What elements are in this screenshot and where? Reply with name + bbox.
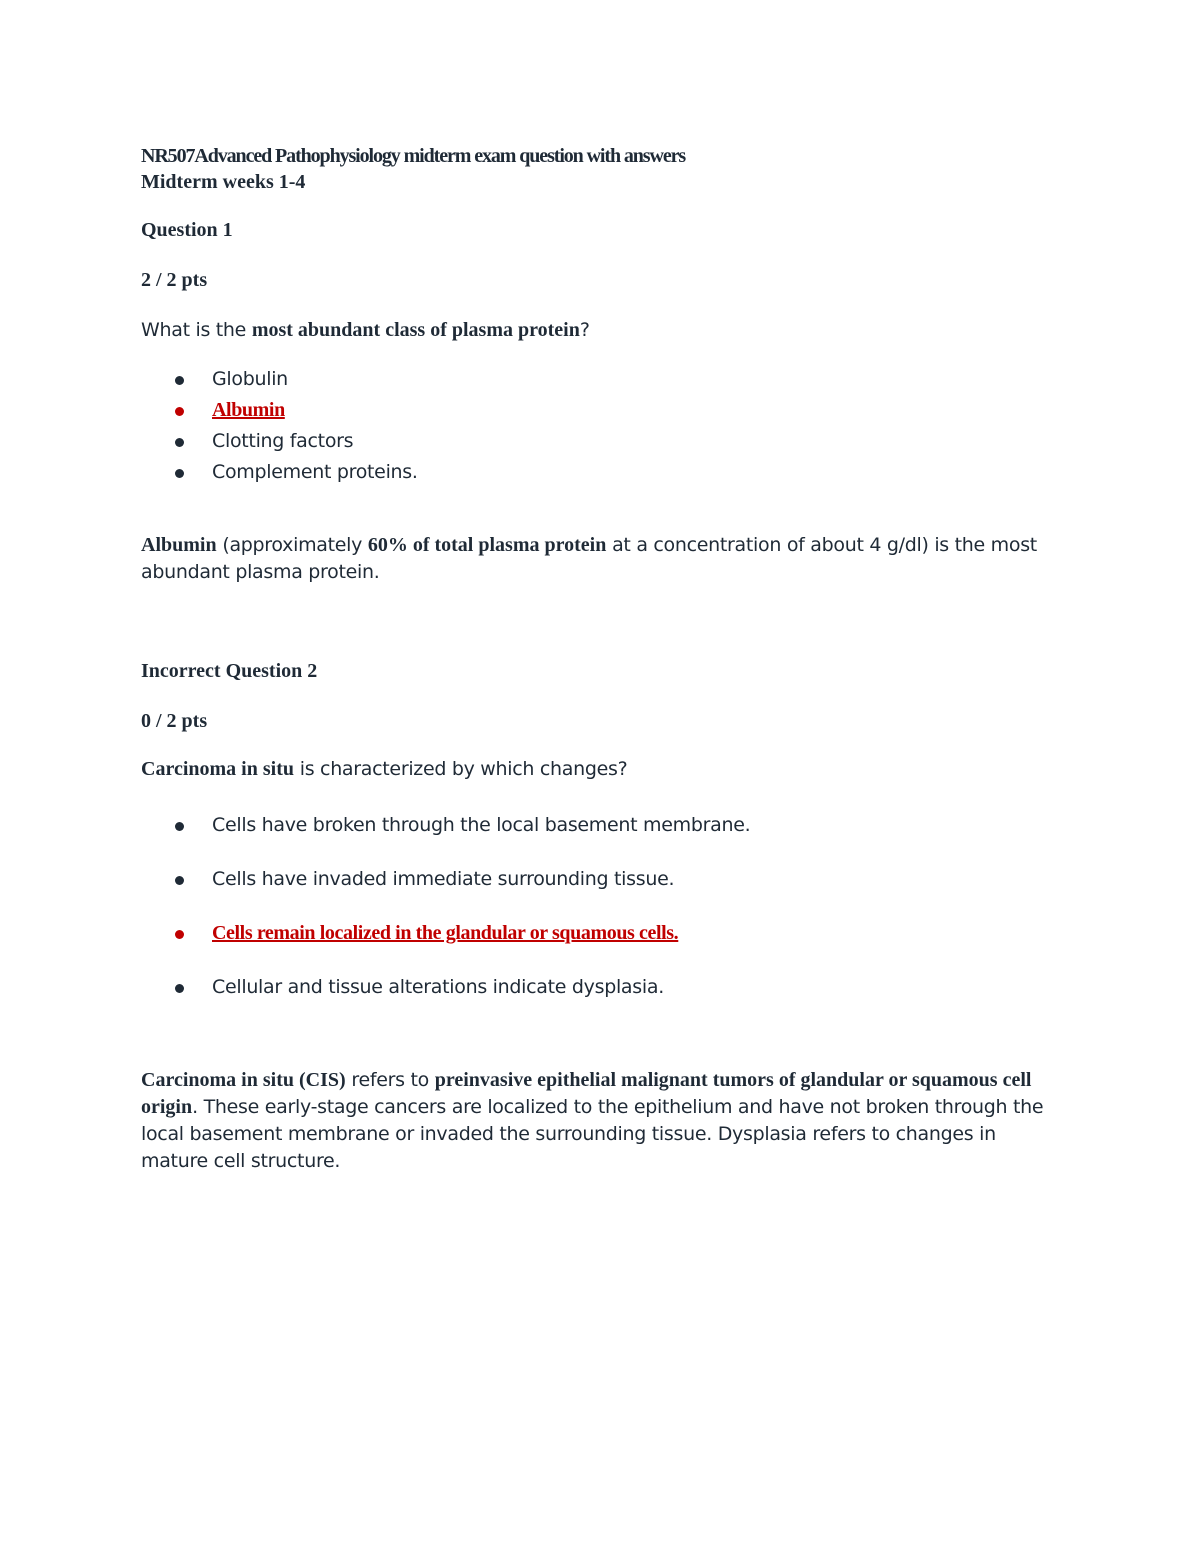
answer-option-label: Albumin (212, 399, 285, 421)
answer-option-correct[interactable] (141, 918, 1061, 949)
answer-option[interactable] (141, 810, 1061, 841)
question-prompt (141, 756, 1061, 783)
prompt-emphasis: most abundant class of plasma protein (251, 319, 580, 341)
answer-option-label: Clotting factors (212, 430, 354, 452)
answer-explanation (141, 1067, 1061, 1175)
answer-option-label: Globulin (212, 368, 288, 390)
prompt-text: ? (579, 319, 590, 341)
answer-option-label: Cells have broken through the local basement membrane. (212, 814, 751, 836)
explanation-emphasis: Albumin (141, 534, 217, 556)
prompt-emphasis: Carcinoma in situ (141, 758, 294, 780)
document-subtitle: Midterm weeks 1-4 (141, 171, 306, 193)
question-1 (141, 217, 1061, 586)
explanation-text: . These early-stage cancers are localized to the epithelium and have not broken through the local basement membrane or invaded the surrounding tissue. Dysplasia refers to changes in mature cell structure. (141, 1096, 1044, 1172)
bullet-icon (175, 876, 184, 885)
answer-option-correct[interactable] (141, 395, 1061, 426)
explanation-emphasis: 60% of total plasma protein (367, 534, 607, 556)
answer-option[interactable] (141, 364, 1061, 395)
answer-explanation (141, 532, 1061, 586)
answer-option[interactable] (141, 426, 1061, 457)
explanation-text: (approximately (216, 534, 368, 556)
question-heading: Question 1 (141, 219, 233, 241)
question-points: 0 / 2 pts (141, 710, 208, 732)
prompt-text: is characterized by which changes? (293, 758, 628, 780)
question-heading: Incorrect Question 2 (141, 660, 318, 682)
answer-option[interactable] (141, 457, 1061, 488)
prompt-text: What is the (141, 319, 252, 341)
answer-options (141, 364, 1061, 488)
explanation-emphasis: Carcinoma in situ (CIS) (141, 1069, 346, 1091)
explanation-text: at a concentration of about 4 g/dl) is the most abundant plasma protein. (141, 534, 1037, 583)
question-2 (141, 658, 1061, 1175)
answer-options (141, 810, 1061, 1003)
bullet-icon (175, 376, 184, 385)
document-page (141, 143, 1061, 1175)
document-title: NR507Advanced Pathophysiology midterm exam question with answers (141, 145, 686, 167)
answer-option-label: Cellular and tissue alterations indicate dysplasia. (212, 976, 664, 998)
bullet-icon (175, 438, 184, 447)
answer-option-label: Cells have invaded immediate surrounding tissue. (212, 868, 675, 890)
answer-option[interactable] (141, 972, 1061, 1003)
answer-option[interactable] (141, 864, 1061, 895)
answer-option-label: Cells remain localized in the glandular or squamous cells. (212, 922, 679, 944)
bullet-icon (175, 407, 184, 416)
question-prompt (141, 317, 1061, 344)
answer-option-label: Complement proteins. (212, 461, 418, 483)
explanation-text: refers to (345, 1069, 435, 1091)
bullet-icon (175, 822, 184, 831)
question-points: 2 / 2 pts (141, 269, 208, 291)
bullet-icon (175, 984, 184, 993)
bullet-icon (175, 469, 184, 478)
bullet-icon (175, 930, 184, 939)
explanation-emphasis: preinvasive epithelial malignant tumors of glandular or squamous cell origin (141, 1069, 1032, 1118)
